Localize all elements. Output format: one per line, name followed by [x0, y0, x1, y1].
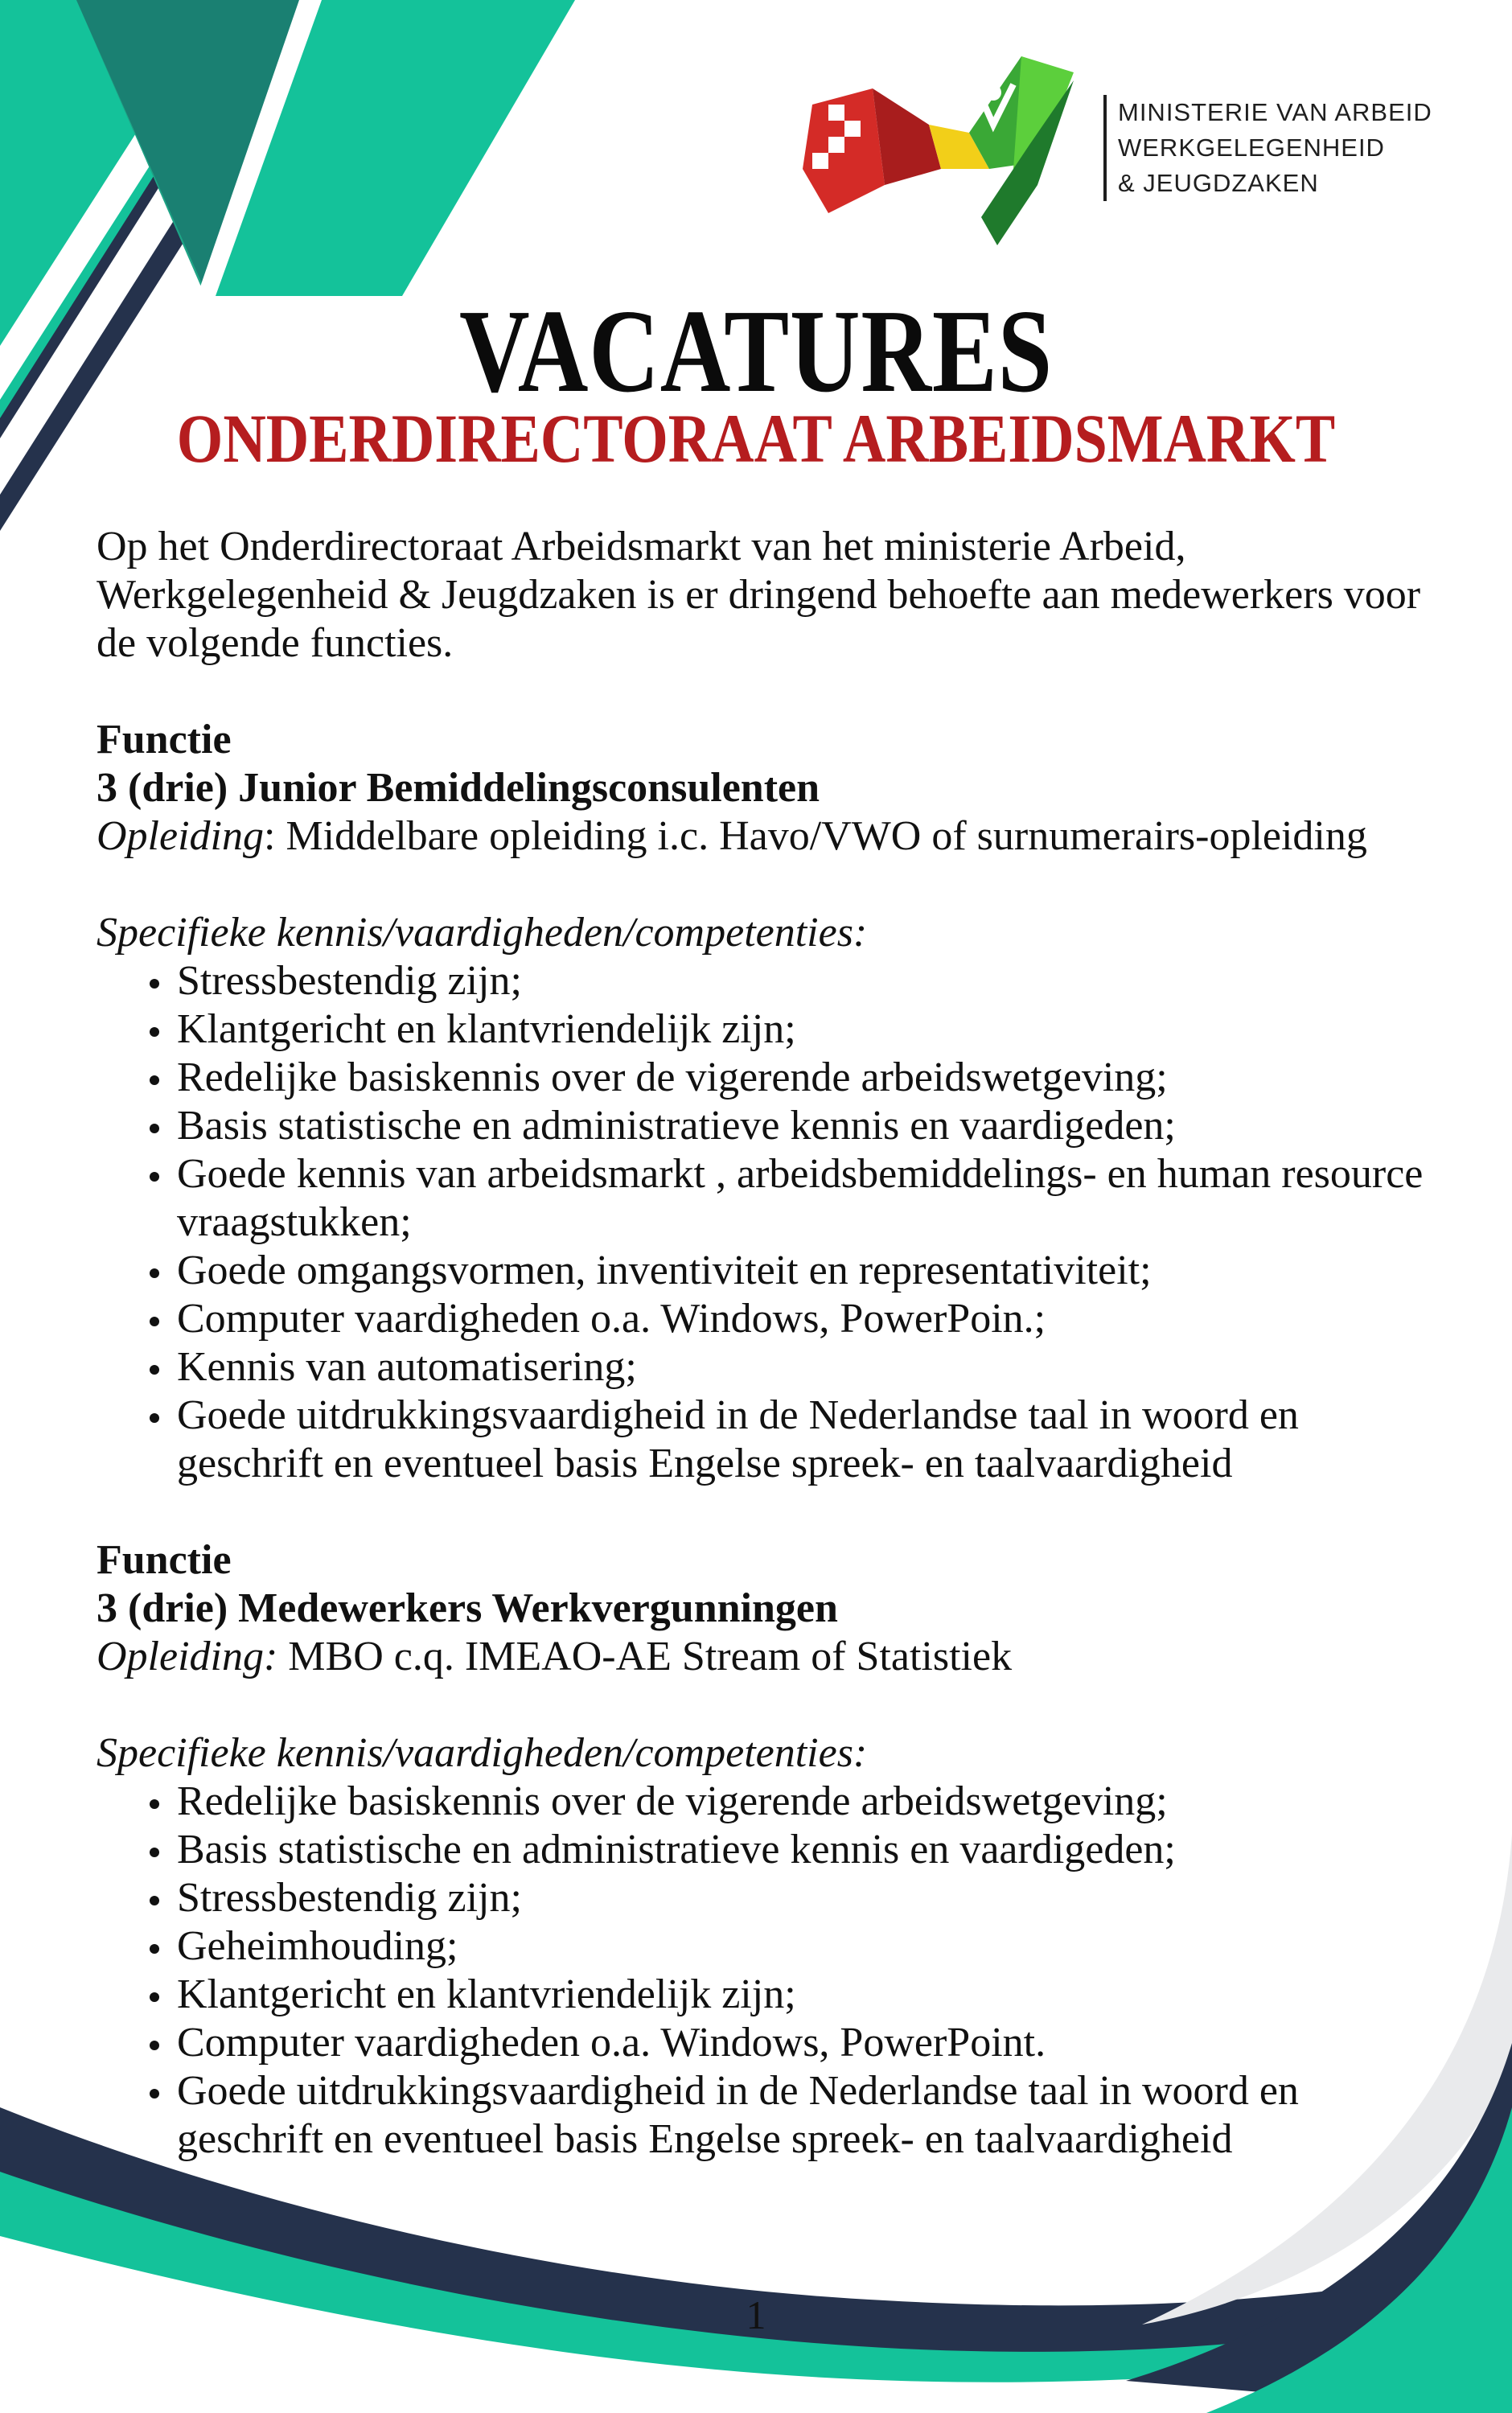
- logo-text-line-3: & JEUGDZAKEN: [1118, 169, 1319, 197]
- skill-item: Computer vaardigheden o.a. Windows, PowerPoin.;: [97, 1295, 1448, 1343]
- logo-checker-4: [812, 153, 828, 169]
- skill-item: Kennis van automatisering;: [97, 1343, 1448, 1391]
- function-section-2: [97, 1536, 1448, 2164]
- education-separator: [277, 1634, 288, 1679]
- education-line: [97, 1633, 1448, 1681]
- skill-item: Klantgericht en klantvriendelijk zijn;: [97, 1971, 1448, 2019]
- skill-item: Stressbestendig zijn;: [97, 957, 1448, 1005]
- skill-item: Redelijke basiskennis over de vigerende arbeidswetgeving;: [97, 1054, 1448, 1102]
- skills-list: [97, 1778, 1448, 2164]
- education-value: Middelbare opleiding i.c. Havo/VWO of surnumerairs-opleiding: [286, 813, 1367, 859]
- logo-checker-2: [844, 121, 861, 137]
- function-title: 3 (drie) Medewerkers Werkvergunningen: [97, 1585, 838, 1631]
- function-label: Functie: [97, 1537, 232, 1583]
- education-line: [97, 812, 1448, 861]
- function-title: 3 (drie) Junior Bemiddelingsconsulenten: [97, 765, 820, 811]
- skill-item: Geheimhouding;: [97, 1922, 1448, 1971]
- education-label: Opleiding: [97, 813, 264, 859]
- education-value: MBO c.q. IMEAO-AE Stream of Statistiek: [288, 1634, 1013, 1679]
- ministry-logo-text: [1103, 95, 1432, 201]
- skill-item: Basis statistische en administratieve kennis en vaardigeden;: [97, 1102, 1448, 1150]
- skill-item: Klantgericht en klantvriendelijk zijn;: [97, 1005, 1448, 1054]
- logo-checker-1: [828, 105, 844, 121]
- logo-figure-head: [985, 84, 1001, 101]
- skills-heading: Specifieke kennis/vaardigheden/competenties:: [97, 1730, 868, 1776]
- skills-heading: Specifieke kennis/vaardigheden/competenties:: [97, 910, 868, 956]
- logo-dark-red-fold: [873, 88, 941, 185]
- logo-checker-3: [828, 137, 844, 153]
- skill-item: Goede uitdrukkingsvaardigheid in de Nederlandse taal in woord en geschrift en eventueel basis Engelse spreek- en taalvaardigheid: [97, 2067, 1448, 2164]
- skill-item: Computer vaardigheden o.a. Windows, PowerPoint.: [97, 2019, 1448, 2067]
- skill-item: Stressbestendig zijn;: [97, 1874, 1448, 1922]
- skill-item: Goede uitdrukkingsvaardigheid in de Nederlandse taal in woord en geschrift en eventueel basis Engelse spreek- en taalvaardigheid: [97, 1391, 1448, 1488]
- skill-item: Basis statistische en administratieve kennis en vaardigeden;: [97, 1826, 1448, 1874]
- page-title: VACATURES: [459, 286, 1053, 417]
- intro-paragraph: Op het Onderdirectoraat Arbeidsmarkt van het ministerie Arbeid, Werkgelegenheid & Jeugdzaken is er dringend behoefte aan medewerkers voor de volgende functies.: [97, 524, 1421, 666]
- skill-item: Goede kennis van arbeidsmarkt , arbeidsbemiddelings- en human resource vraagstukken;: [97, 1150, 1448, 1247]
- page-subtitle: ONDERDIRECTORAAT ARBEIDSMARKT: [176, 400, 1336, 477]
- logo-text-line-1: MINISTERIE VAN ARBEID: [1118, 98, 1432, 126]
- education-label: Opleiding:: [97, 1634, 278, 1679]
- function-label: Functie: [97, 717, 232, 763]
- skills-list: [97, 957, 1448, 1488]
- page-number: 1: [746, 2292, 766, 2337]
- skill-item: Redelijke basiskennis over de vigerende arbeidswetgeving;: [97, 1778, 1448, 1826]
- education-separator: :: [263, 813, 286, 859]
- vacancy-content: [97, 523, 1448, 2164]
- logo-text-line-2: WERKGELEGENHEID: [1118, 134, 1385, 162]
- function-section-1: [97, 716, 1448, 1488]
- skill-item: Goede omgangsvormen, inventiviteit en representativiteit;: [97, 1247, 1448, 1295]
